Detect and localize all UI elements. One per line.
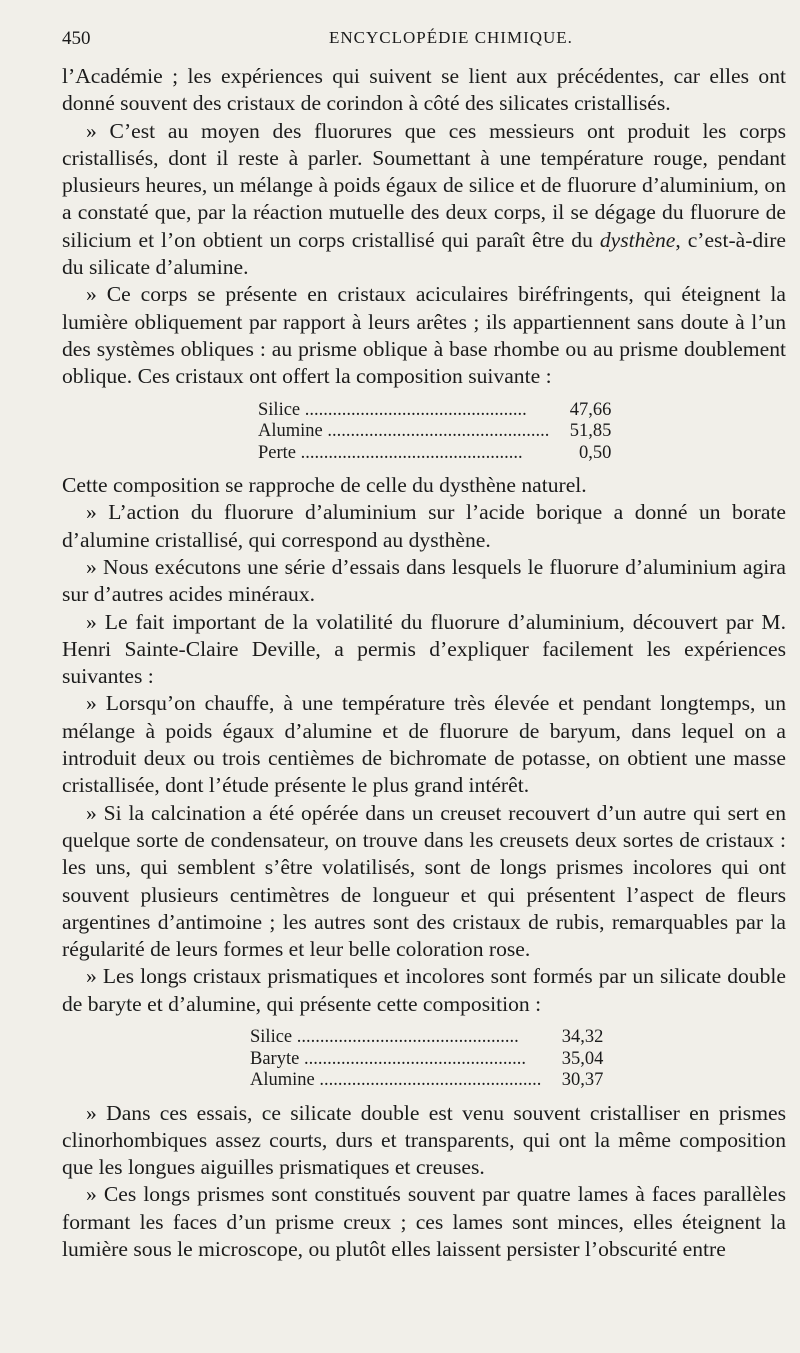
paragraph: » Nous exécutons une série d’essais dans lesquels le fluorure d’aluminium agira sur d’autres acides minéraux. <box>62 554 786 607</box>
page-header <box>62 28 790 52</box>
component-value: 47,66 <box>569 399 612 420</box>
composition-row <box>258 400 611 422</box>
composition-table <box>250 1027 603 1092</box>
composition-row <box>250 1070 603 1092</box>
component-value: 0,50 <box>579 442 612 463</box>
component-name: Silice ..... <box>258 400 549 422</box>
component-name: Perte ..... <box>258 443 549 465</box>
component-value: 30,37 <box>561 1070 604 1090</box>
composition-row <box>250 1027 603 1049</box>
italic-term: dysthène <box>599 227 676 252</box>
component-name: Baryte ..... <box>250 1049 541 1071</box>
component-value: 35,04 <box>561 1048 604 1069</box>
paragraph: » Le fait important de la volatilité du fluorure d’aluminium, découvert par M. Henri Sainte-Claire Deville, a permis d’expliquer facilement les expériences suivantes : <box>62 609 786 689</box>
paragraph: » Lorsqu’on chauffe, à une température très élevée et pendant longtemps, un mélange à poids égaux d’alumine et de fluorure de baryum, dans lequel on a introduit deux ou trois centièmes de bichromate de potasse, on obtient une masse cristallisée, dont l’étude présente le plus grand intérêt. <box>62 691 786 798</box>
page-body <box>62 63 786 1263</box>
component-value: 51,85 <box>569 421 612 442</box>
component-name: Alumine ..... <box>250 1070 541 1092</box>
component-name: Alumine ..... <box>258 421 549 443</box>
paragraph-text: » C’est au moyen des fluorures que ces messieurs ont produit les corps cristallisés, dont il reste à parler. Soumettant à une température rouge, pendant plusieurs heures, un mélange à poids égaux de silice et de fluorure d’aluminium, on a constaté que, par la réaction mutuelle des deux corps, il se dégage du fluorure de silicium et l’on obtient un corps cristallisé qui paraît être du <box>62 118 786 252</box>
paragraph: » Les longs cristaux prismatiques et incolores sont formés par un silicate double de baryte et d’alumine, qui présente cette composition : <box>62 964 786 1016</box>
paragraph: » Ce corps se présente en cristaux aciculaires biréfringents, qui éteignent la lumière obliquement par rapport à leurs arêtes ; ils appartiennent sans doute à l’un des systèmes obliques : au prisme oblique à base rhombe ou au prisme doublement oblique. Ces cristaux ont offert la composition suivante : <box>62 282 786 389</box>
component-value: 34,32 <box>561 1027 604 1047</box>
composition-row <box>250 1049 603 1071</box>
paragraph: » Si la calcination a été opérée dans un creuset recouvert d’un autre qui sert en quelque sorte de condensateur, on trouve dans les creusets deux sortes de cristaux : les uns, qui semblent s’être volatilisés, sont de longs prismes incolores qui ont souvent plusieurs centimètres de longueur et qui présentent l’aspect de fleurs argentines d’antimoine ; les autres sont des cristaux de rubis, remarquables par la régularité de leurs formes et leur belle coloration rose. <box>62 800 786 962</box>
running-head: ENCYCLOPÉDIE CHIMIQUE. <box>329 28 573 47</box>
paragraph: Cette composition se rapproche de celle du dysthène naturel. <box>62 473 587 498</box>
paragraph: » L’action du fluorure d’aluminium sur l’acide borique a donné un borate d’alumine cristallisé, qui correspond au dysthène. <box>62 500 786 552</box>
component-name: Silice ..... <box>250 1027 541 1049</box>
composition-row <box>258 421 611 443</box>
paragraph <box>62 118 786 282</box>
paragraph: l’Académie ; les expériences qui suivent se lient aux précédentes, car elles ont donné souvent des cristaux de corindon à côté des silicates cristallisés. <box>62 64 786 116</box>
page-number: 450 <box>62 28 91 49</box>
composition-table <box>258 400 611 465</box>
paragraph: » Ces longs prismes sont constitués souvent par quatre lames à faces parallèles formant les faces d’un prisme creux ; ces lames sont minces, elles éteignent la lumière sous le microscope, ou plutôt elles laissent persister l’obscurité entre <box>62 1182 786 1261</box>
composition-row <box>258 443 611 465</box>
paragraph-text: , c’est-à-dire du silicate d’alumine. <box>62 227 786 280</box>
paragraph: » Dans ces essais, ce silicate double est venu souvent cristalliser en prismes clinorhombiques assez courts, durs et transparents, qui ont la même composition que les longues aiguilles prismatiques et creuses. <box>62 1100 786 1180</box>
